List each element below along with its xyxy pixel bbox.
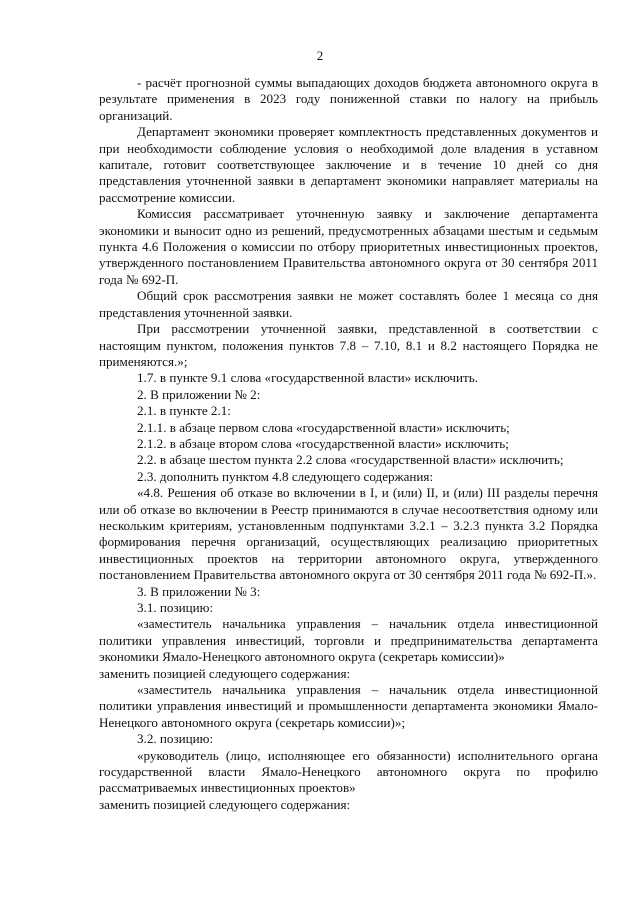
paragraph: Департамент экономики проверяет комплектность представленных документов и при необходимости соблюдение условия о необходимой доле владения в уставном капитале, готовит соответствующее заключение и в течение 10 дней со дня представления уточненной заявки в департамент экономики направляет материалы на рассмотрение комиссии. [99, 124, 598, 205]
paragraph: 2.1.2. в абзаце втором слова «государственной власти» исключить; [137, 435, 509, 451]
page-number: 2 [316, 48, 324, 63]
paragraph: Комиссия рассматривает уточненную заявку и заключение департамента экономики и выносит одно из решений, предусмотренных абзацами шестым и седьмым пункта 4.6 Положения о комиссии по отбору приоритетных инвестиционных проектов, утвержденного постановлением Правительства автономного округа от 30 сентября 2011 года № 692-П. [99, 206, 598, 287]
paragraph: 2.1. в пункте 2.1: [137, 403, 231, 419]
paragraph: 2. В приложении № 2: [137, 386, 261, 402]
paragraph: Общий срок рассмотрения заявки не может составлять более 1 месяца со дня представления уточненной заявки. [99, 288, 598, 320]
paragraph: «4.8. Решения об отказе во включении в I, и (или) II, и (или) III разделы перечня или об отказе во включении в Реестр принимаются в случае несоответствия одному или нескольким критериям, установленным подпунктами 3.2.1 – 3.2.3 пункта 3.2 Порядка формирования перечня организаций, осуществляющих реализацию приоритетных инвестиционных проектов на территории автономного округа, утвержденного постановлением Правительства автономного округа от 30 сентября 2011 года № 692-П.». [99, 485, 598, 583]
paragraph: 2.3. дополнить пунктом 4.8 следующего содержания: [137, 468, 434, 484]
paragraph: 3.2. позицию: [137, 731, 214, 747]
paragraph: 3.1. позицию: [137, 600, 214, 615]
paragraph: заменить позицией следующего содержания: [99, 665, 351, 681]
paragraph: 2.2. в абзаце шестом пункта 2.2 слова «государственной власти» исключить; [137, 452, 564, 468]
paragraph: «заместитель начальника управления – начальник отдела инвестиционной политики управления инвестиций, торговли и предпринимательства департамента экономики Ямало-Ненецкого автономного округа (секретарь комиссии)» [99, 616, 598, 665]
paragraph: 3. В приложении № 3: [137, 583, 261, 599]
paragraph: «руководитель (лицо, исполняющее его обязанности) исполнительного органа государственной власти Ямало-Ненецкого автономного округа по профилю рассматриваемых инвестиционных проектов» [99, 747, 598, 796]
paragraph: 1.7. в пункте 9.1 слова «государственной власти» исключить. [137, 370, 478, 386]
paragraph: «заместитель начальника управления – начальник отдела инвестиционной политики управления инвестиций и промышленности департамента экономики Ямало-Ненецкого автономного округа (секретарь комиссии)»; [99, 682, 598, 730]
paragraph: - расчёт прогнозной суммы выпадающих доходов бюджета автономного округа в результате применения в 2023 году пониженной ставки по налогу на прибыль организаций. [99, 75, 598, 123]
paragraph: 2.1.1. в абзаце первом слова «государственной власти» исключить; [137, 419, 510, 435]
document-body [99, 75, 598, 813]
paragraph: заменить позицией следующего содержания: [99, 796, 351, 812]
paragraph: При рассмотрении уточненной заявки, представленной в соответствии с настоящим пунктом, положения пунктов 7.8 – 7.10, 8.1 и 8.2 настоящего Порядка не применяются.»; [99, 321, 598, 369]
